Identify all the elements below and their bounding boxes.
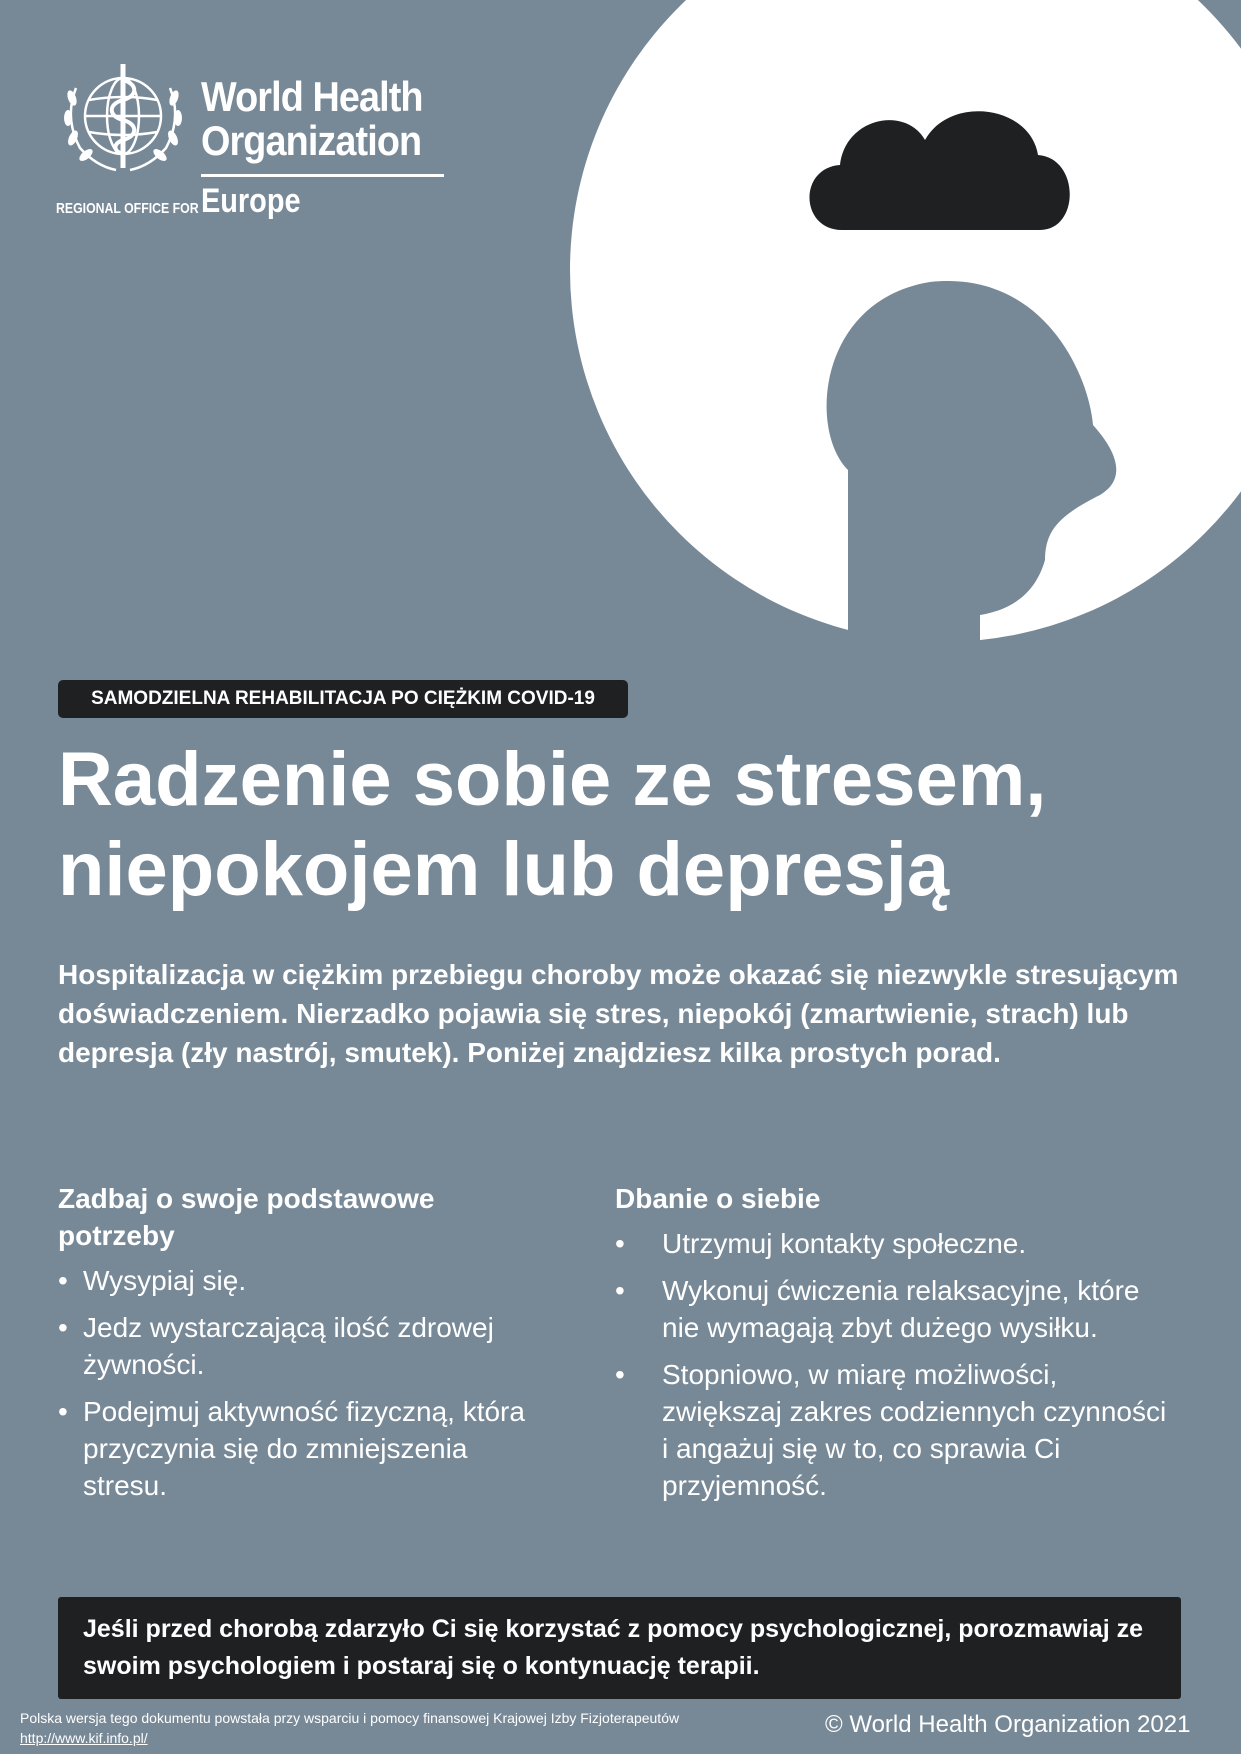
who-logo bbox=[56, 58, 456, 228]
footer-note: Polska wersja tego dokumentu powstała przy wsparciu i pomocy finansowej Krajowej Izby Fizjoterapeutów bbox=[20, 1710, 680, 1726]
logo-divider bbox=[201, 174, 444, 177]
region-label: Europe bbox=[201, 182, 301, 220]
bullet-icon: • bbox=[615, 1359, 625, 1390]
basic-needs-heading: Zadbaj o swoje podstawowe potrzeby bbox=[58, 1183, 435, 1251]
title-line-1: Radzenie sobie ze stresem, bbox=[58, 737, 1047, 822]
page-title bbox=[58, 737, 1198, 912]
list-item-text: Wysypiaj się. bbox=[83, 1265, 247, 1296]
copyright: © World Health Organization 2021 bbox=[825, 1711, 1191, 1738]
who-name-line2: Organization bbox=[201, 117, 422, 164]
list-item-text: Stopniowo, w miarę możliwości, zwiększaj zakres codziennych czynności i angażuj się w to, co sprawia Ci przyjemność. bbox=[662, 1359, 1167, 1501]
list-item bbox=[58, 1309, 548, 1383]
self-care-list bbox=[615, 1225, 1175, 1504]
title-line-2: niepokojem lub depresją bbox=[58, 827, 950, 912]
who-emblem-icon bbox=[56, 58, 190, 178]
regional-office-label: REGIONAL OFFICE FOR bbox=[56, 200, 199, 217]
basic-needs-list bbox=[58, 1262, 548, 1504]
therapy-callout bbox=[58, 1597, 1181, 1699]
bullet-icon: • bbox=[58, 1265, 68, 1296]
list-item-text: Wykonuj ćwiczenia relaksacyjne, które nie wymagają zbyt dużego wysiłku. bbox=[662, 1275, 1140, 1343]
basic-needs-section bbox=[58, 1180, 548, 1514]
bullet-icon: • bbox=[58, 1312, 68, 1343]
list-item-text: Jedz wystarczającą ilość zdrowej żywności. bbox=[83, 1312, 494, 1380]
self-care-section bbox=[615, 1180, 1175, 1514]
list-item bbox=[615, 1356, 1175, 1504]
bullet-icon: • bbox=[58, 1396, 68, 1427]
intro-paragraph: Hospitalizacja w ciężkim przebiegu choroby może okazać się niezwykle stresującym doświadczeniem. Nierzadko pojawia się stres, niepokój (zmartwienie, strach) lub depresja (zły nastrój, smutek). Poniżej znajdziesz kilka prostych porad. bbox=[58, 959, 1179, 1068]
list-item bbox=[58, 1393, 548, 1504]
list-item bbox=[58, 1262, 548, 1299]
list-item-text: Podejmuj aktywność fizyczną, która przyczynia się do zmniejszenia stresu. bbox=[83, 1396, 525, 1501]
footer-link[interactable]: http://www.kif.info.pl/ bbox=[20, 1730, 148, 1746]
bullet-icon: • bbox=[615, 1275, 625, 1306]
self-care-heading: Dbanie o siebie bbox=[615, 1183, 821, 1214]
callout-text: Jeśli przed chorobą zdarzyło Ci się korzystać z pomocy psychologicznej, porozmawiaj ze swoim psychologiem i postaraj się o kontynuację terapii. bbox=[83, 1615, 1144, 1680]
list-item bbox=[615, 1225, 1175, 1262]
list-item bbox=[615, 1272, 1175, 1346]
who-name-line1: World Health bbox=[201, 73, 423, 120]
list-item-text: Utrzymuj kontakty społeczne. bbox=[662, 1228, 1027, 1259]
bullet-icon: • bbox=[615, 1228, 625, 1259]
series-tag: SAMODZIELNA REHABILITACJA PO CIĘŻKIM COVID-19 bbox=[58, 680, 628, 718]
